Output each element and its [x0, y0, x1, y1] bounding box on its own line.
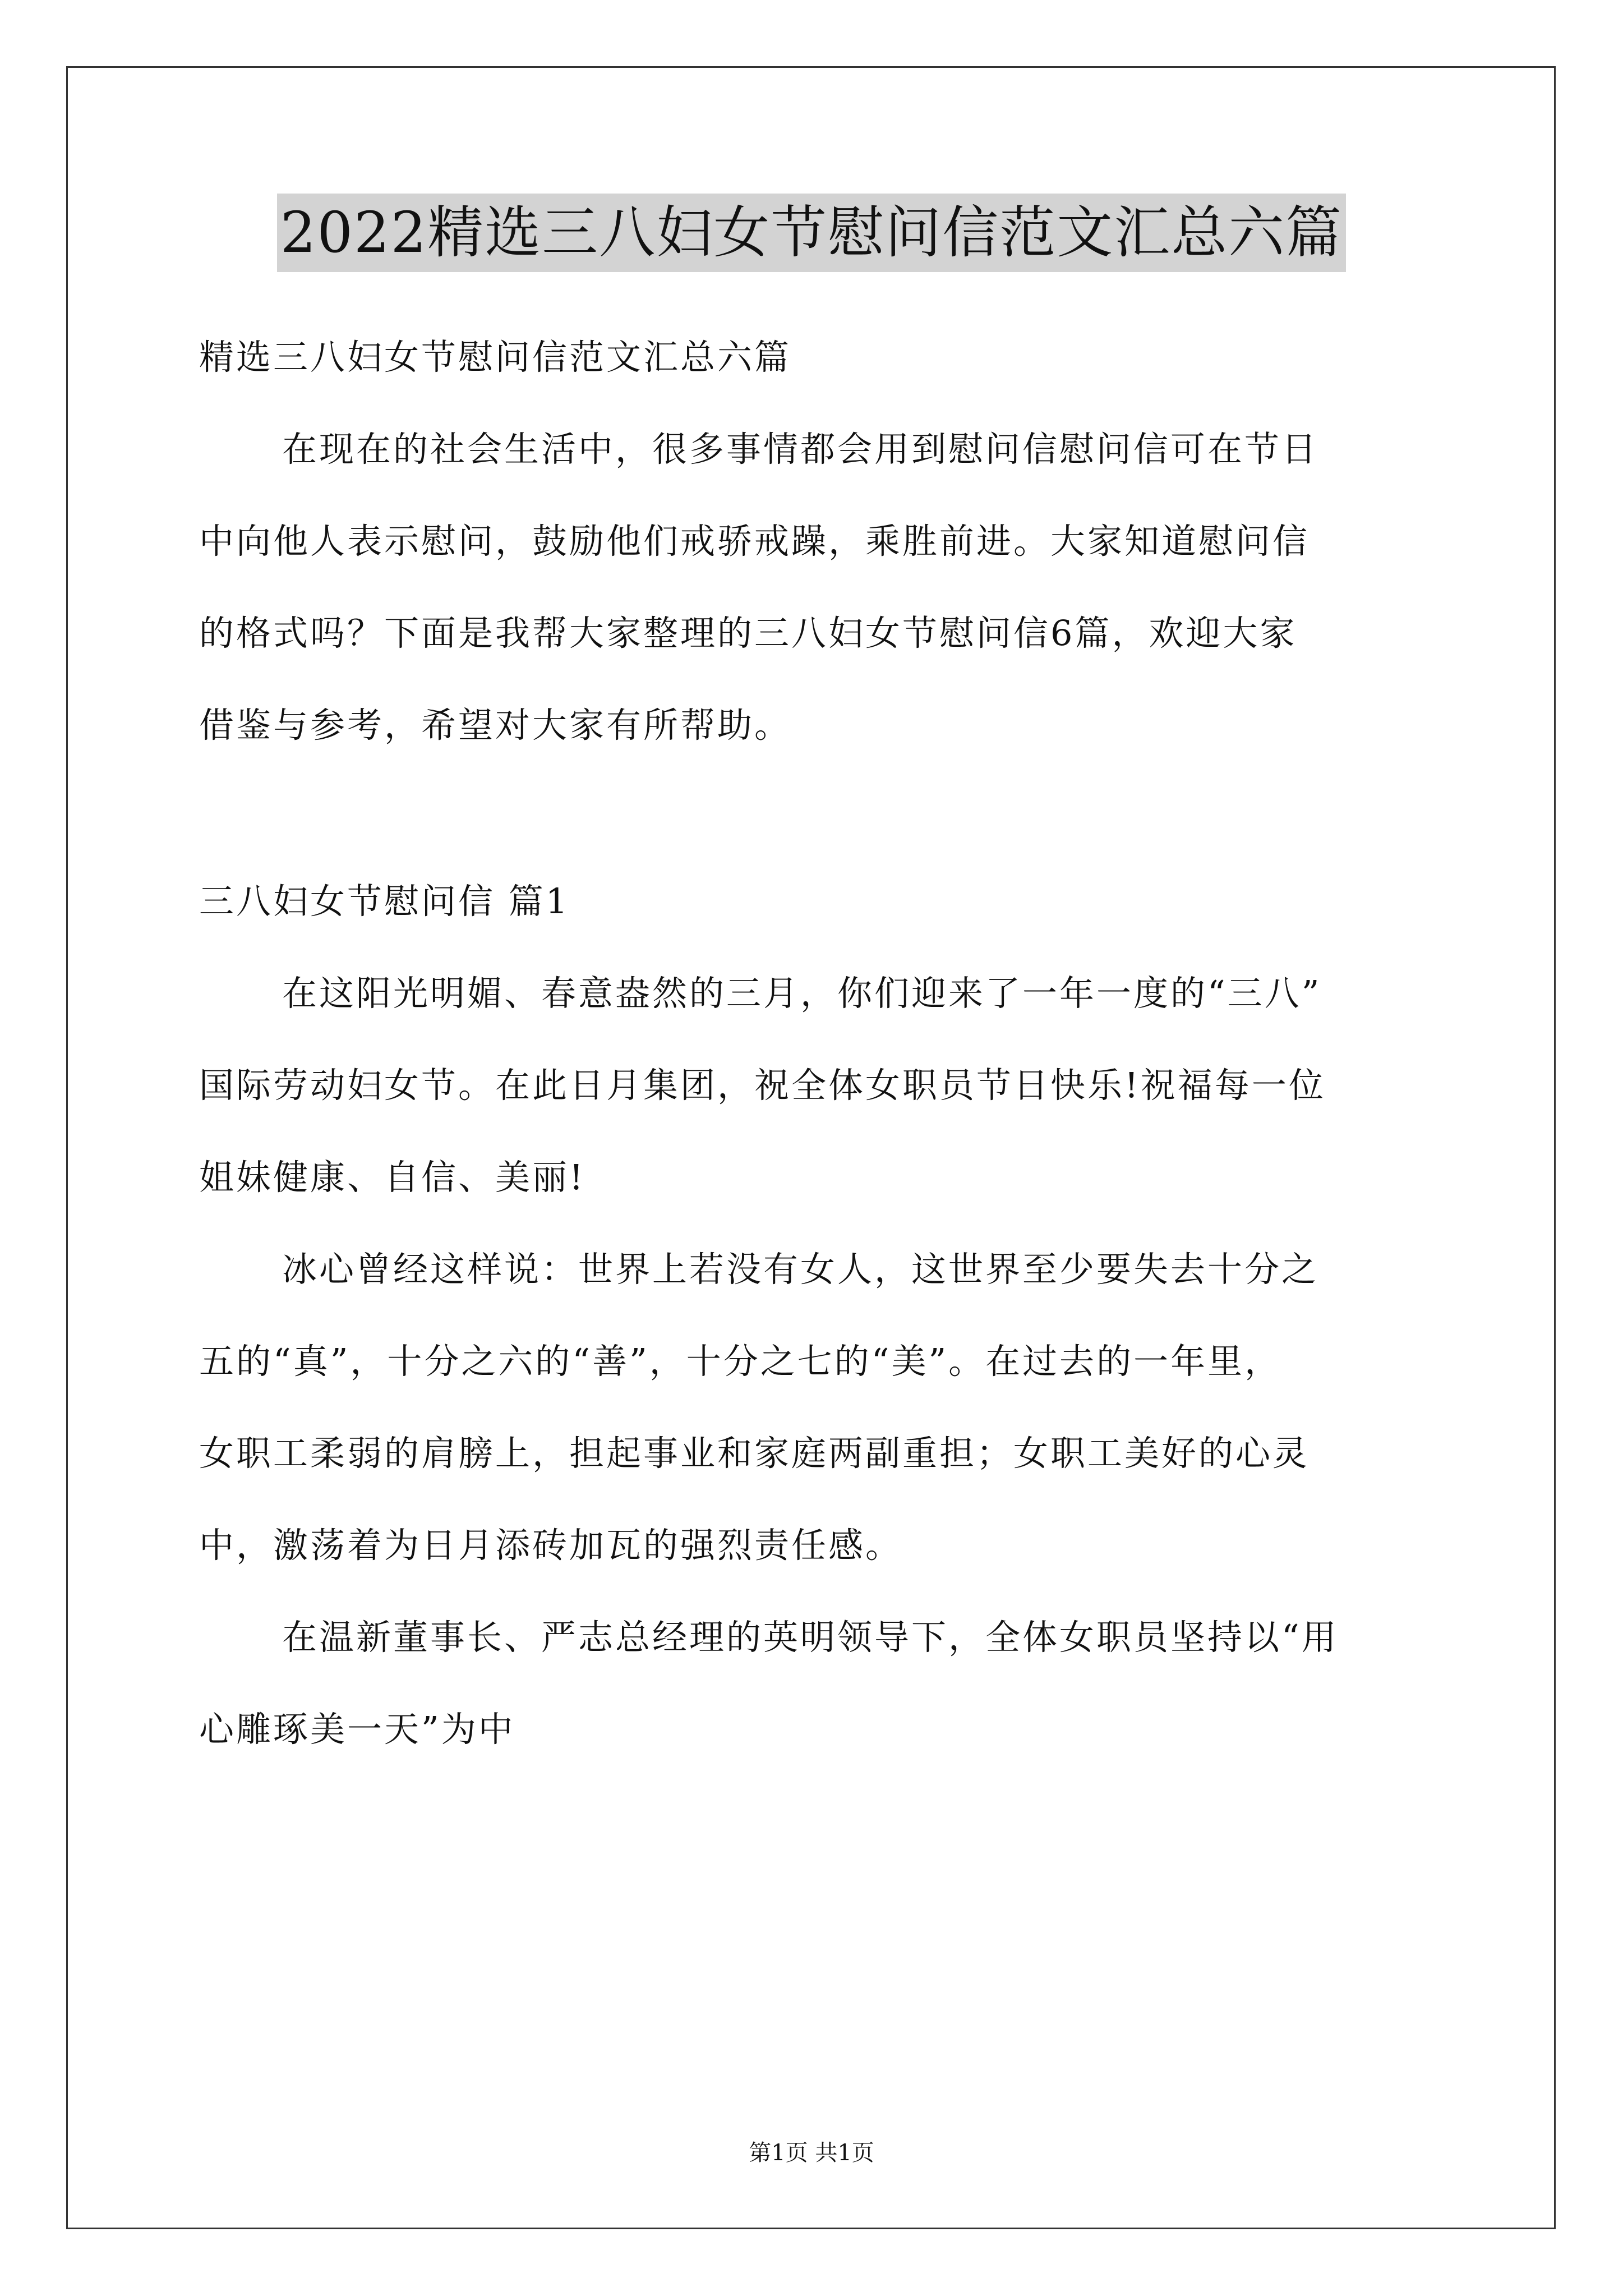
paragraph-2 [199, 1223, 1438, 1591]
paragraph-line: 中，激荡着为日月添砖加瓦的强烈责任感。 [199, 1525, 903, 1566]
document-body [199, 311, 1438, 1775]
page-footer: 第1页 共1页 [749, 2140, 874, 2166]
section-heading: 三八妇女节慰问信 篇1 [199, 881, 570, 922]
paragraph-line: 在现在的社会生活中，很多事情都会用到慰问信慰问信可在节日 [282, 429, 1319, 470]
paragraph-line: 在温新董事长、严志总经理的英明领导下，全体女职员坚持以“用 [282, 1617, 1339, 1658]
title-container [0, 194, 1623, 272]
paragraph-line: 在这阳光明媚、春意盎然的三月，你们迎来了一年一度的“三八” [282, 973, 1322, 1014]
intro-paragraph [199, 403, 1438, 771]
paragraph-line: 冰心曾经这样说：世界上若没有女人，这世界至少要失去十分之 [282, 1249, 1319, 1290]
paragraph-line: 姐妹健康、自信、美丽! [199, 1157, 585, 1198]
paragraph-line: 中向他人表示慰问，鼓励他们戒骄戒躁，乘胜前进。大家知道慰问信 [199, 521, 1310, 562]
document-title: 2022精选三八妇女节慰问信范文汇总六篇 [277, 194, 1347, 272]
paragraph-line: 心雕琢美一天”为中 [199, 1709, 515, 1750]
paragraph-line: 的格式吗？下面是我帮大家整理的三八妇女节慰问信6篇，欢迎大家 [199, 613, 1297, 654]
document-subtitle: 精选三八妇女节慰问信范文汇总六篇 [199, 337, 792, 378]
paragraph-line: 女职工柔弱的肩膀上，担起事业和家庭两副重担；女职工美好的心灵 [199, 1433, 1310, 1474]
paragraph-1 [199, 947, 1438, 1223]
paragraph-3 [199, 1591, 1438, 1775]
paragraph-line: 五的“真”，十分之六的“善”，十分之七的“美”。在过去的一年里， [199, 1341, 1282, 1382]
paragraph-line: 国际劳动妇女节。在此日月集团，祝全体女职员节日快乐!祝福每一位 [199, 1065, 1326, 1106]
paragraph-line: 借鉴与参考，希望对大家有所帮助。 [199, 705, 792, 746]
section-spacer [199, 771, 1438, 855]
